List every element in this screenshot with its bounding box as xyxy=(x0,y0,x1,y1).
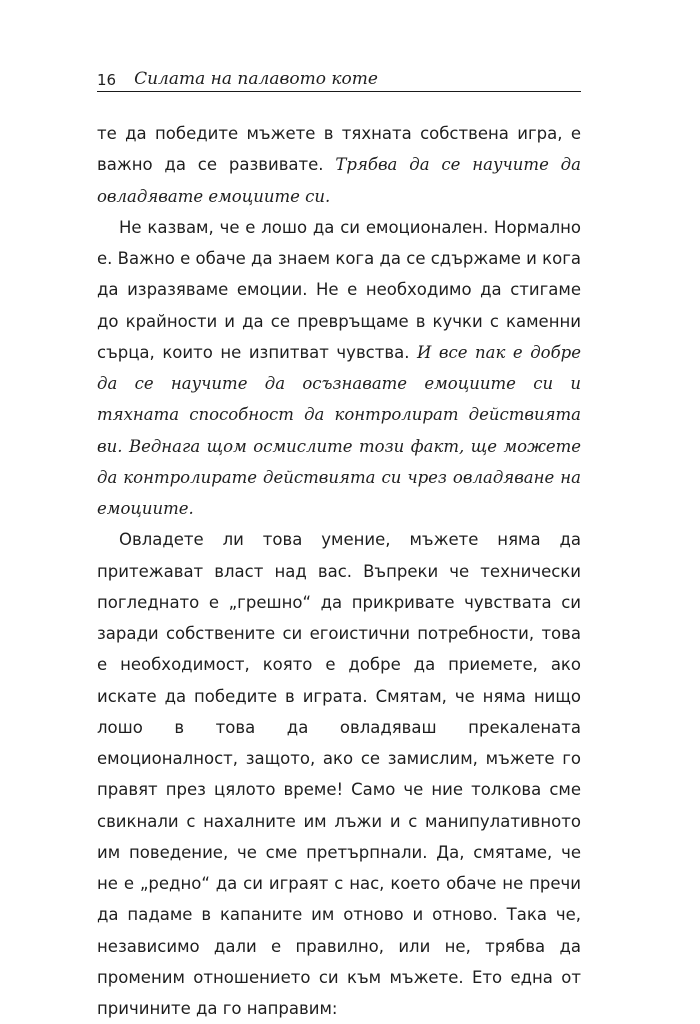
paragraph-2-italic: И все пак е добре да се научите да осъзнавате емоциите си и тяхната способност да контролират действията ви. Веднага щом осмислите този факт, ще можете да контролирате действията си чрез овладяване на емоциите. xyxy=(97,342,581,518)
book-title: Силата на палавото коте xyxy=(134,69,378,89)
body-text xyxy=(97,118,581,1024)
page-number: 16 xyxy=(97,71,117,89)
paragraph-2-text: Не казвам, че е лошо да си емоционален. Нормално е. Важно е обаче да знаем кога да се сдържаме и кога да изразяваме емоции. Не е необходимо да стигаме до крайности и да се превръщаме в кучки с каменни сърца, които не изпитват чувства. xyxy=(97,217,581,362)
paragraph-1-italic: Трябва да се научите да овладявате емоциите си. xyxy=(97,155,581,206)
paragraph-1-text: те да победите мъжете в тяхната собствена игра, е важно да се развивате. xyxy=(97,124,581,175)
paragraph-3-text: Овладете ли това умение, мъжете няма да притежават власт над вас. Въпреки че технически погледнато е „грешно“ да прикривате чувствата си заради собствените си егоистични потребности, това е необходимост, която е добре да приемете, ако искате да победите в играта. Смятам, че няма нищо лошо в това да овладяваш прекалената емоционалност, защото, ако се замислим, мъжете го правят през цялото време! Само че ние толкова сме свикнали с нахалните им лъжи и с манипулативното им поведение, че сме претърпнали. Да, смятаме, че не е „редно“ да си играят с нас, което обаче не пречи да падаме в капаните им отново и отново. Така че, независимо дали е правилно, или не, трябва да променим отношението си към мъжете. Ето една от причините да го направим: xyxy=(97,530,581,1018)
paragraph-1 xyxy=(97,118,581,212)
running-header xyxy=(97,64,581,92)
paragraph-2 xyxy=(97,212,581,525)
paragraph-3 xyxy=(97,524,581,1024)
